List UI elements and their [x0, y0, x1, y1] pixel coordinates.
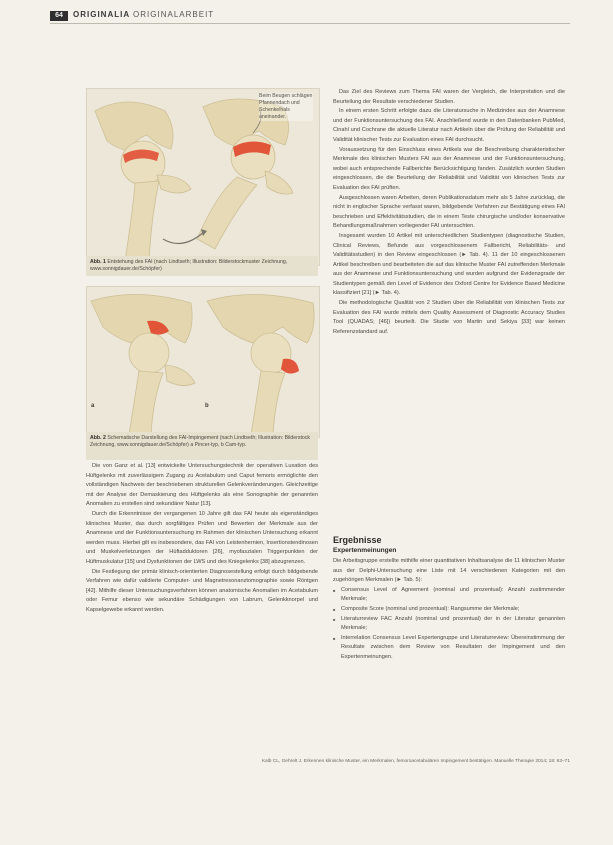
page-number: 64 — [50, 11, 68, 21]
results-heading: Ergebnisse — [333, 535, 382, 545]
right-column-text — [333, 88, 565, 337]
right-paragraph: Die methodologische Qualität von 2 Studien über die Reliabilität von klinischen Tests zur Evaluation des FAI wurde mittels dem Quality Assessment of Diagnostic Accuracy Studies Tool (QUADAS; [46]) beurteilt. Die Studie von Martin und Sekiya [33] war keinen Referenzstandard auf. — [333, 300, 565, 335]
figure-2-caption-text: Schematische Darstellung des FAI-Impingement (nach Lindtseth; Illustration: Bilderstock Zeichnung, www.sonnigdauer.de/Schöpfer) a Pincer-typ, b Cam-typ. — [90, 435, 311, 448]
panel-a-label: a — [91, 403, 95, 409]
citation-footer: Kalb CL, Gehrelt J. Erkennen klinische Muster, ein Merkmalen, femoroacetabulären Impingement bestätigen. Manuelle Therapie 2014; 18: 63–71 — [261, 759, 570, 764]
figure-1-hip-flexion — [86, 88, 320, 266]
right-paragraph: In einem ersten Schritt erfolgte dazu die Literatursuche in Medizindex aus der Anamnese und der Funktionsuntersuchung des FAI. Anschließend wurde in den Datenbanken PubMed, Cinahl und Cochrane die aktuelle Literatur nach Artikeln über die Prüfung der Reliabilität und Validität klinischer Tests zur Evaluation eines FAI durchsucht. — [333, 108, 565, 143]
figure-2-caption-label: Abb. 2 — [90, 435, 106, 441]
figure-2-caption — [86, 432, 318, 460]
left-paragraph: Durch die Erkenntnisse der vergangenen 10 Jahre gilt das FAI heute als eigenständiges klinisches Muster, das durch sorgfältiges Prüfen und Bewerten der Merkmale aus der Anamnese und der Funktionsuntersuchung im Rahmen der klinischen Untersuchung erkannt werden muss. Hierbei gilt es insbesondere, das FAI von Leistenhernien, Insertionstendinosen und Muskelverletzungen der Hüftadduktoren [26], myofaszialen Triggerpunkten der Hüftmuskulatur [15] und Dysfunktionen der LWS und des Kniegelenks [38] abzugrenzen. — [86, 510, 318, 565]
experts-subheading: Expertenmeinungen — [333, 547, 397, 554]
left-paragraph: Die von Ganz et al. [13] entwickelte Untersuchungstechnik der operativen Luxation des Hüftgelenks mit zuverlässigem Zugang zu Acetabulum und Caput femoris ermöglichte den vollständigen Nachweis der beschriebenen strukturellen Gelenkveränderungen. Gleichzeitige mit der Analyse der Demaskierung des Hüftgelenks als eine Sonographie der genannten Anomalien zu erstellen sind sekundärer Natur [13]. — [86, 463, 318, 508]
results-intro: Die Arbeitsgruppe erstellte mithilfe einer quantitativen Inhaltsanalyse die 11 klinischen Muster aus der Delphi-Untersuchung eine Liste mit 14 verschiedenen Kategorien mit den zugehörigen Merkmalen (► Tab. 5): — [333, 558, 565, 584]
left-column-text — [86, 462, 318, 616]
results-bullet: ■ Interrelation Consensus Level Expertengruppe und Literaturreview: Übereinstimmung der Resultate zwischen dem Review von Resultaten der Impingement und den Expertenmeinungen. — [333, 634, 565, 663]
right-paragraph: Ausgeschlossen waren Arbeiten, deren Publikationsdatum mehr als 5 Jahre zurücklag, die nicht in englischer Sprache verfasst waren, bildgebende Verfahren zur Bestätigung eines FAI beschrieben und Effektivitätsstudien, die in einem Teste chirurgische und/oder konservative Behandlungsmaßnahmen vorliegender FAI untersuchten. — [333, 194, 565, 230]
results-bullet: ■ Composite Score (nominal und prozentual): Rangsumme der Merkmale; — [333, 605, 565, 615]
right-paragraph: Voraussetzung für den Einschluss eines Artikels war die Beschreibung charakteristischer Merkmale des klinischen Musters FAI aus der Anamnese und der Funktionsuntersuchung, wobei auch entsprechende Fallberichte Berücksichtigung fanden. Zusätzlich wurden Studien eingeschlossen, die die Beurteilung der Reliabilität und Validität von klinischen Tests zur Evaluation des FAI prüften. — [333, 146, 565, 191]
section-label: ORIGINALIA — [73, 10, 130, 19]
section-title — [73, 10, 214, 19]
section-sublabel: ORIGINALARBEIT — [133, 10, 215, 19]
figure-1-caption-text: Entstehung des FAI (nach Lindtseth; Illustration: Bilderstockmuster Zeichnung, www.sonnigdauer.de/Schöpfer) — [90, 259, 288, 272]
right-paragraph: Insgesamt wurden 10 Artikel mit unterschiedlichen Studientypen (diagnostische Studien, Clinical Reviews, Befunde aus vorgeschlossenem Fallbericht, Reliabilitäts- und Validitätsstudien) in den Review eingeschlossen (► Tab. 4). 11 der 10 eingeschlossenen Artikel beschreiben und bearbeiteten die auf das klinische Muster FAI zutreffenden Merkmale aus der Anamnese und Funktionsuntersuchung und wurden aufgrund der Evidenzgrade der Studientypen gemäß den Level of Evidence des Oxford Centre for Evidence Based Medicine klassifiziert [21] (► Tab. 4). — [333, 232, 565, 297]
results-bullet: ■ Consensus Level of Agreement (nominal und prozentual): Anzahl zustimmender Merkmale; — [333, 586, 565, 605]
panel-b-label: b — [205, 403, 209, 409]
figure-1-caption-label: Abb. 1 — [90, 259, 106, 265]
figure-2-impingement-types — [86, 286, 320, 438]
right-paragraph: Das Ziel des Reviews zum Thema FAI waren der Vergleich, die Interpretation und die Beurteilung der Resultate verschiedener Studien. — [333, 89, 565, 105]
results-text — [333, 557, 565, 663]
figure-1-caption — [86, 256, 318, 276]
figure-1-annotation: Beim Beugen schlägen Pfannendach und Schenkelhals aneinander. — [259, 93, 313, 120]
results-bullet: ■ Literaturreview FAC Anzahl (nominal und prozentual) der in der Literatur genannten Merkmale; — [333, 615, 565, 634]
header-rule — [50, 23, 570, 24]
left-paragraph: Die Festlegung der primär klinisch-orientierten Diagnosestellung erfolgt durch bildgebende Verfahren wie dafür validierte Computer- und Magnetresonanztomographie sowie Röntgen [42]. Mithilfe dieser Untersuchungsverfahren können anatomische Anomalien im Acetabulum oder Femur ebenso wie sekundäre Schädigungen von Labrum, Gelenkknorpel und Kapselgewebe erkannt werden. — [86, 568, 318, 613]
figure-2-illustration — [87, 287, 319, 437]
